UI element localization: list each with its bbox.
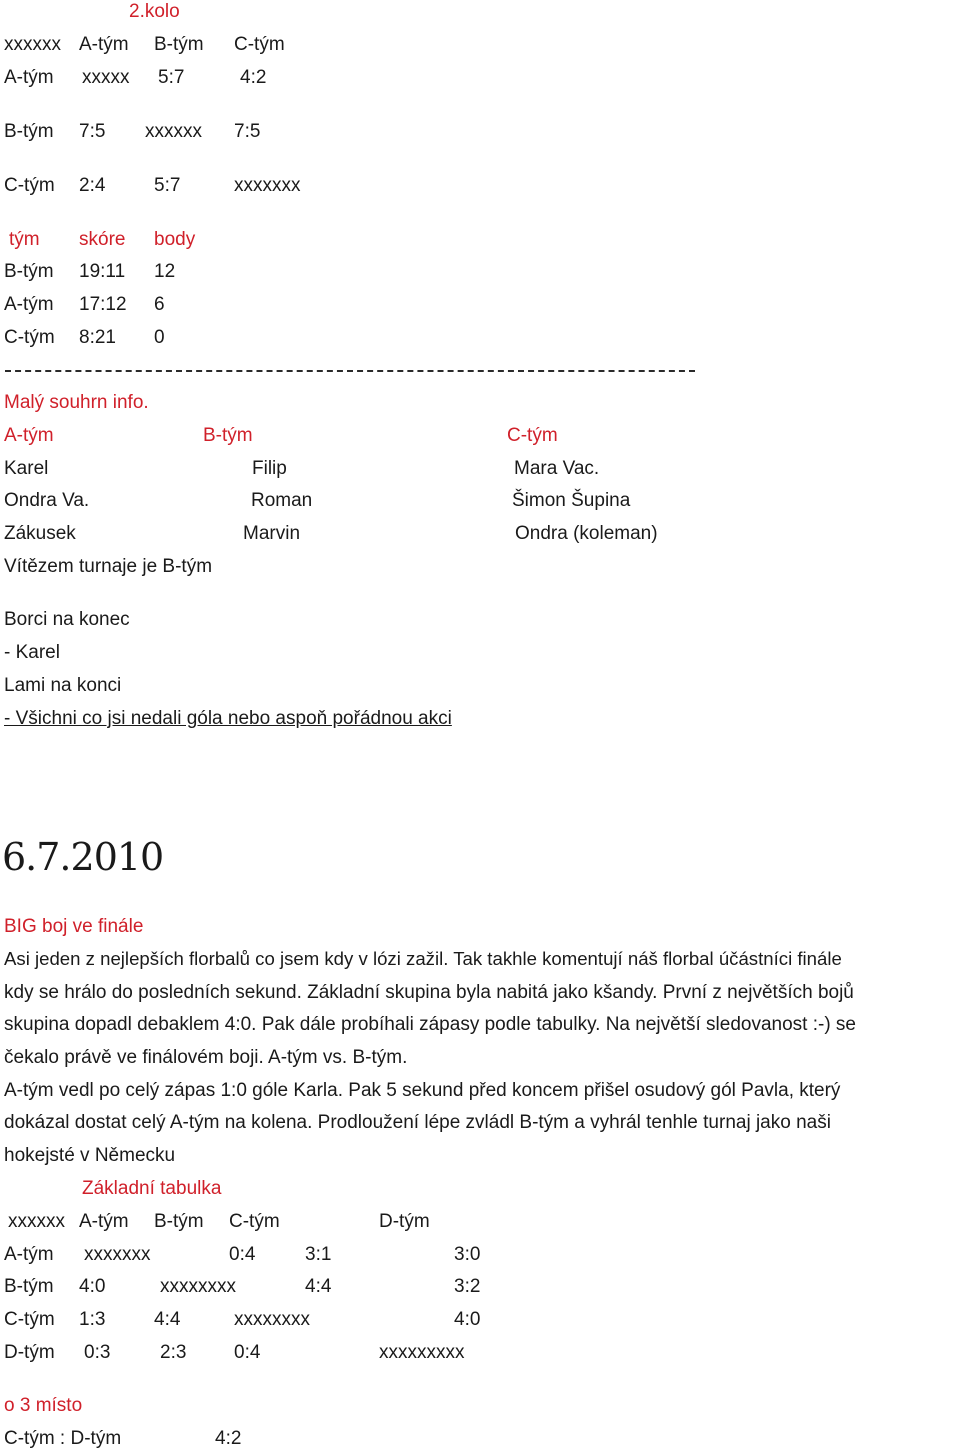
basic-cell: 0:4 (234, 1342, 261, 1363)
article-line: hokejsté v Německu (4, 1145, 176, 1166)
basic-row-label: C-tým (4, 1309, 55, 1330)
basic-cell: 3:0 (454, 1244, 481, 1265)
player-name: Šimon Šupina (512, 490, 631, 511)
player-name: Roman (251, 490, 313, 511)
third-place-title: o 3 místo (4, 1395, 83, 1416)
matrix-cell: 2:4 (79, 175, 106, 196)
basic-header-b: B-tým (154, 1211, 204, 1232)
article-line: kdy se hrálo do posledních sekund. Základní skupina byla nabitá jako kšandy. První z největších bojů (4, 982, 854, 1003)
player-name: Filip (252, 458, 287, 479)
separator-text (4, 360, 696, 361)
third-place-score: 4:2 (215, 1428, 242, 1449)
article-line: dokázal dostat celý A-tým na kolena. Prodloužení lépe zvládl B-tým a vyhrál tenhle turnaj jako naši (4, 1112, 831, 1133)
basic-cell: xxxxxxxx (160, 1276, 236, 1297)
summary-title: Malý souhrn info. (4, 392, 149, 413)
matrix-cell: 7:5 (79, 121, 106, 142)
basic-cell: xxxxxxxxx (379, 1342, 465, 1363)
worst-label: Lami na konci (4, 675, 122, 696)
matrix-cell: 5:7 (158, 67, 185, 88)
standings-score: 19:11 (79, 261, 126, 282)
standings-header-points: body (154, 229, 196, 250)
matrix-cell: 7:5 (234, 121, 261, 142)
player-name: Ondra Va. (4, 490, 90, 511)
basic-cell: 3:1 (305, 1244, 332, 1265)
best-item: - Karel (4, 642, 60, 663)
basic-cell: 0:4 (229, 1244, 256, 1265)
article-line: A-tým vedl po celý zápas 1:0 góle Karla. Pak 5 sekund před koncem přišel osudový gól Pavla, který (4, 1080, 841, 1101)
player-name: Marvin (243, 523, 301, 544)
matrix-row-label: B-tým (4, 121, 54, 142)
best-label: Borci na konec (4, 609, 130, 630)
player-name: Mara Vac. (514, 458, 600, 479)
basic-cell: xxxxxxxx (234, 1309, 310, 1330)
standings-points: 12 (154, 261, 176, 282)
player-name: Karel (4, 458, 49, 479)
article-line: čekalo právě ve finálovém boji. A-tým vs. B-tým. (4, 1047, 408, 1068)
winner-text: Vítězem turnaje je B-tým (4, 556, 213, 577)
third-place-match: C-tým : D-tým (4, 1428, 122, 1449)
round-title: 2.kolo (129, 1, 180, 22)
basic-cell: 4:4 (154, 1309, 181, 1330)
basic-row-label: A-tým (4, 1244, 54, 1265)
basic-header-corner: xxxxxx (8, 1211, 65, 1232)
matrix-row-label: C-tým (4, 175, 55, 196)
basic-cell: 4:0 (79, 1276, 106, 1297)
matrix-header-b: B-tým (154, 34, 204, 55)
article-date: 6.7.2010 (2, 835, 164, 879)
standings-points: 6 (154, 294, 165, 315)
article-line: skupina dopadl debaklem 4:0. Pak dále probíhali zápasy podle tabulky. Na největší sledovanost :-) se (4, 1014, 856, 1035)
matrix-row-label: A-tým (4, 67, 54, 88)
matrix-header-corner: xxxxxx (4, 34, 61, 55)
standings-score: 8:21 (79, 327, 116, 348)
basic-cell: 3:2 (454, 1276, 481, 1297)
roster-header-b: B-tým (203, 425, 253, 446)
matrix-cell: xxxxxxx (234, 175, 301, 196)
basic-cell: xxxxxxx (84, 1244, 151, 1265)
basic-cell: 0:3 (84, 1342, 111, 1363)
basic-row-label: D-tým (4, 1342, 55, 1363)
player-name: Ondra (koleman) (515, 523, 658, 544)
player-name: Zákusek (4, 523, 76, 544)
worst-item: - Všichni co jsi nedali góla nebo aspoň pořádnou akci (4, 708, 452, 729)
basic-cell: 4:0 (454, 1309, 481, 1330)
standings-points: 0 (154, 327, 165, 348)
basic-header-a: A-tým (79, 1211, 129, 1232)
matrix-cell: 5:7 (154, 175, 181, 196)
standings-team: B-tým (4, 261, 54, 282)
article-line: Asi jeden z nejlepších florbalů co jsem kdy v lózi zažil. Tak takhle komentují náš florbal účástníci finále (4, 948, 842, 969)
roster-header-c: C-tým (507, 425, 558, 446)
matrix-cell: xxxxxx (145, 121, 202, 142)
basic-row-label: B-tým (4, 1276, 54, 1297)
standings-header-score: skóre (79, 229, 126, 250)
basic-header-c: C-tým (229, 1211, 280, 1232)
separator-line (5, 370, 695, 372)
matrix-header-a: A-tým (79, 34, 129, 55)
standings-score: 17:12 (79, 294, 127, 315)
article-headline: BIG boj ve finále (4, 916, 144, 937)
standings-header-team: tým (9, 229, 40, 250)
roster-header-a: A-tým (4, 425, 54, 446)
basic-table-title: Základní tabulka (82, 1178, 222, 1199)
matrix-header-c: C-tým (234, 34, 285, 55)
basic-cell: 2:3 (160, 1342, 187, 1363)
matrix-cell: xxxxx (82, 67, 130, 88)
basic-header-d: D-tým (379, 1211, 430, 1232)
standings-team: A-tým (4, 294, 54, 315)
basic-cell: 4:4 (305, 1276, 332, 1297)
standings-team: C-tým (4, 327, 55, 348)
matrix-cell: 4:2 (240, 67, 267, 88)
basic-cell: 1:3 (79, 1309, 106, 1330)
